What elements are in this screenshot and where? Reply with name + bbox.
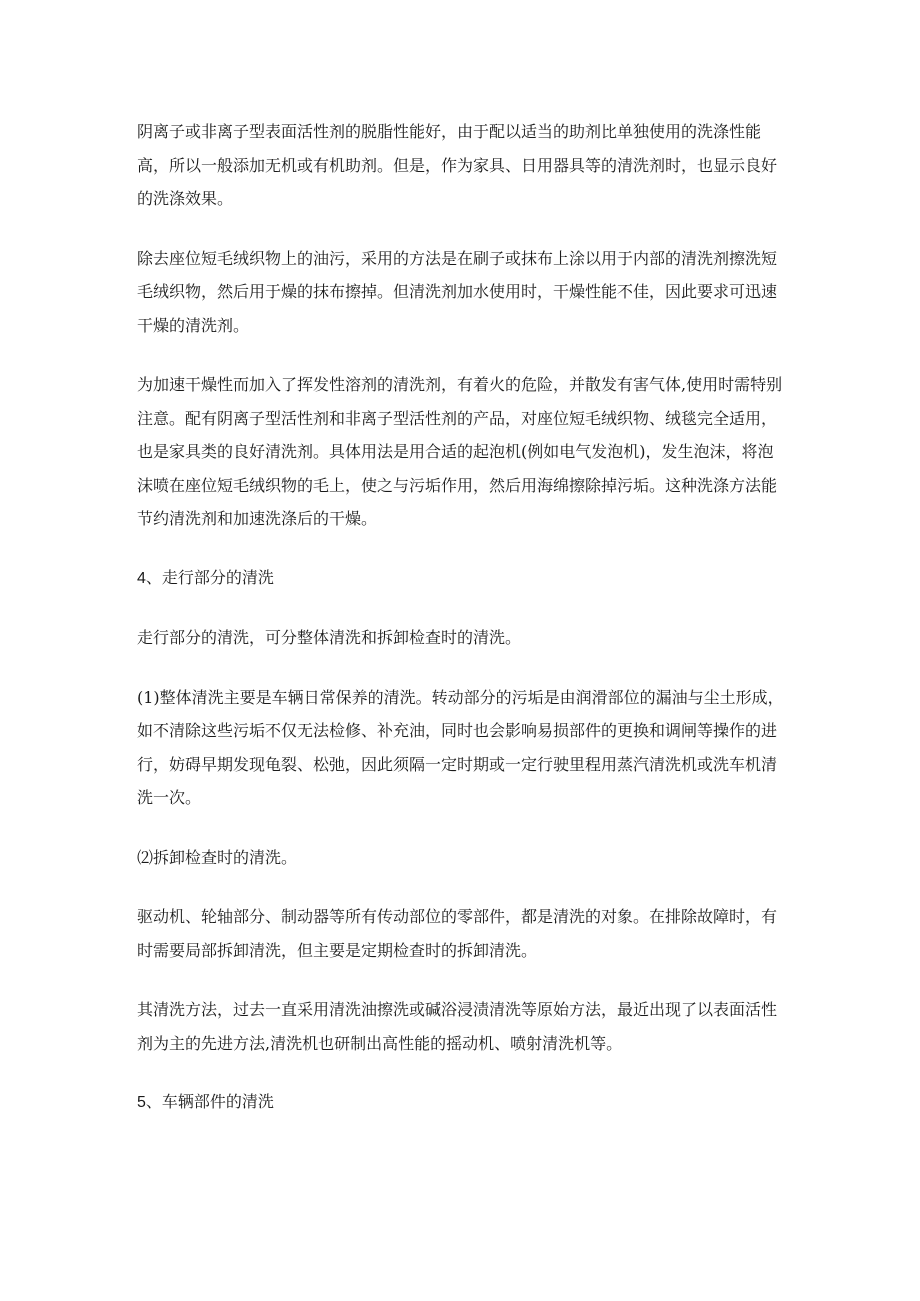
section-heading-vehicle-parts: 5、车辆部件的清洗 (137, 1094, 274, 1111)
paragraph-cleaning-methods: 其清洗方法，过去一直采用清洗油擦洗或碱浴浸渍清洗等原始方法，最近出现了以表面活性剂为主的先进方法,清洗机也研制出高性能的摇动机、喷射清洗机等。 (137, 1000, 778, 1053)
section-heading-running-gear: 4、走行部分的清洗 (137, 569, 274, 587)
document-body (137, 115, 787, 1146)
paragraph-plush-fabric-cleaning: 除去座位短毛绒织物上的油污，采用的方法是在刷子或抹布上涂以用于内部的清洗剂擦洗短毛绒织物，然后用于燥的抹布擦掉。但清洗剂加水使用时，干燥性能不佳，因此要求可迅速干燥的清洗剂。 (137, 248, 778, 335)
paragraph-overall-cleaning: (1)整体清洗主要是车辆日常保养的清洗。转动部分的污垢是由润滑部位的漏油与尘土形成，如不清除这些污垢不仅无法检修、补充油，同时也会影响易损部件的更换和调闸等操作的进行，妨碍早期发现龟裂、松弛，因此须隔一定时期或一定行驶里程用蒸汽清洗机或洗车机清洗一次。 (137, 687, 784, 807)
paragraph-cleaning-targets: 驱动机、轮轴部分、制动器等所有传动部位的零部件，都是清洗的对象。在排除故障时，有时需要局部拆卸清洗，但主要是定期检查时的拆卸清洗。 (137, 907, 778, 960)
paragraph-running-gear-intro: 走行部分的清洗，可分整体清洗和拆卸检查时的清洗。 (137, 628, 522, 647)
paragraph-volatile-solvent-cleaner: 为加速干燥性而加入了挥发性溶剂的清洗剂，有着火的危险，并散发有害气体,使用时需特别注意。配有阴离子型活性剂和非离子型活性剂的产品，对座位短毛绒织物、绒毯完全适用，也是家具类的良好清洗剂。具体用法是用合适的起泡机(例如电气发泡机)，发生泡沫，将泡沫喷在座位短毛绒织物的毛上，使之与污垢作用，然后用海绵擦除掉污垢。这种洗涤方法能节约清洗剂和加速洗涤后的干燥。 (137, 375, 783, 528)
paragraph-surfactant-degreasing: 阴离子或非离子型表面活性剂的脱脂性能好，由于配以适当的助剂比单独使用的洗涤性能高，所以一般添加无机或有机助剂。但是，作为家具、日用器具等的清洗剂时，也显示良好的洗涤效果。 (137, 122, 778, 208)
paragraph-disassembly-heading: ⑵拆卸检查时的清洗。 (137, 847, 298, 867)
